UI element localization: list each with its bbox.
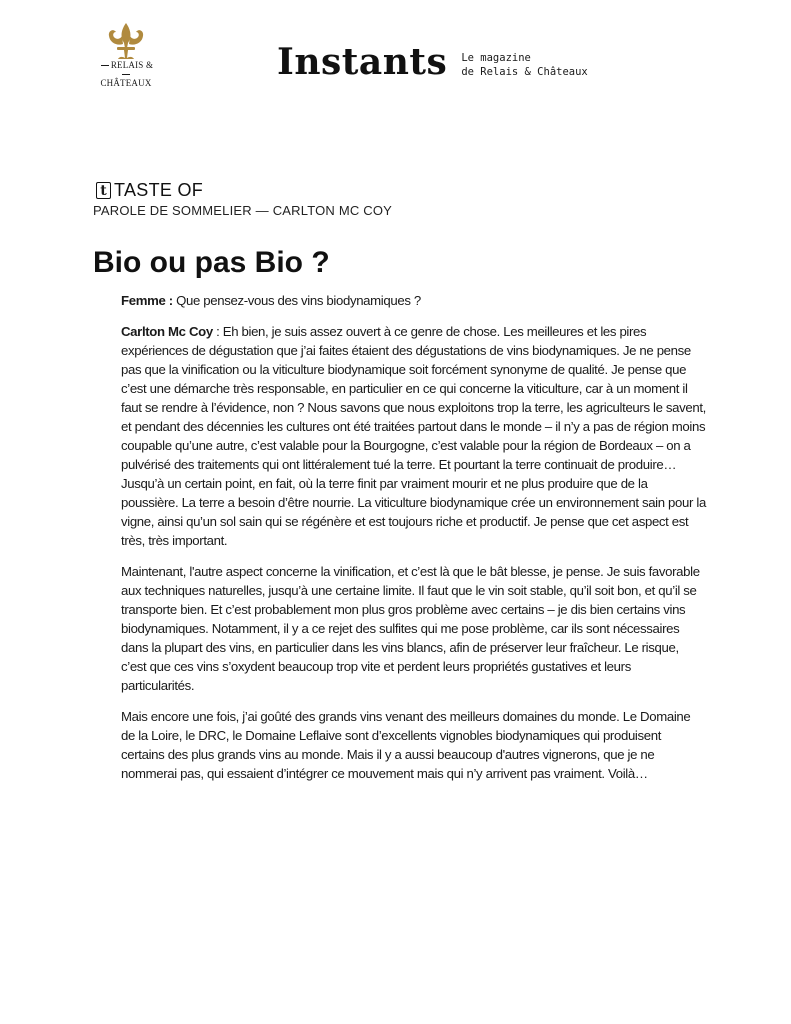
- answer-paragraph: [121, 322, 706, 550]
- article-body: [121, 291, 706, 795]
- logo-line2: CHÂTEAUX: [100, 78, 152, 88]
- section-title: TASTE OF: [114, 180, 204, 200]
- section-header: [93, 180, 392, 218]
- fleur-de-lis-icon: [104, 22, 148, 60]
- relais-chateaux-logo: [94, 22, 158, 88]
- masthead-subtitle-line1: Le magazine: [461, 52, 531, 64]
- logo-rule-right: [122, 74, 130, 75]
- masthead-title: Instants: [277, 41, 448, 83]
- logo-rule-left: [101, 65, 109, 66]
- answer-text: : Eh bien, je suis assez ouvert à ce genre de chose. Les meilleures et les pires expériences de dégustation que j’ai faites étaient des dégustations de vins biodynamiques. Je ne pense pas que la vinification ou la viticulture biodynamique soit forcément synonyme de qualité. Je pense que c’est une démarche très responsable, en particulier en ce qui concerne la viticulture, car à un moment il faut se rendre à l’évidence, non ? Nous savons que nous exploitons trop la terre, les agriculteurs le savent, et pendant des décennies les cultures ont été traitées partout dans le monde – il n’y a pas de région moins coupable qu’une autre, c’est valable pour la Bourgogne, c’est valable pour la région de Bordeaux – on a pulvérisé des traitements qui ont littéralement tué la terre. Et pourtant la terre continuait de produire… Jusqu’à un certain point, en fait, où la terre finit par vraiment mourir et ne plus produire que de la poussière. La terre a besoin d’être nourrie. La viticulture biodynamique crée un environnement sain pour la vigne, ainsi qu’un sol sain qui se régénère et est toujours riche et productif. Je pense que cet aspect est très, très important.: [121, 324, 706, 548]
- answer-speaker: Carlton Mc Coy: [121, 324, 213, 339]
- question-text: Que pensez-vous des vins biodynamiques ?: [172, 293, 421, 308]
- section-title-row: [93, 180, 392, 201]
- paragraph-2: Maintenant, l'autre aspect concerne la vinification, et c’est là que le bât blesse, je pense. Je suis favorable aux techniques naturelles, jusqu’à une certaine limite. Il faut que le vin soit stable, qu’il soit bon, et qu’il se transporte bien. Et c’est probablement mon plus gros problème avec certains – je dis bien certains vins biodynamiques. Notamment, il y a ce rejet des sulfites qui me pose problème, car ils sont nécessaires dans la plupart des vins, en particulier dans les vins blancs, afin de préserver leur fraîcheur. Le risque, c’est que ces vins s’oxydent beaucoup trop vite et perdent leurs propriétés gustatives et leurs particularités.: [121, 564, 700, 693]
- taste-of-badge-icon: t: [96, 182, 111, 199]
- article-headline: Bio ou pas Bio ?: [93, 246, 330, 279]
- logo-wordmark: [94, 61, 158, 88]
- masthead: [277, 40, 588, 84]
- question-paragraph: [121, 291, 706, 310]
- paragraph-3: Mais encore une fois, j’ai goûté des grands vins venant des meilleurs domaines du monde. Le Domaine de la Loire, le DRC, le Domaine Leflaive sont d’excellents vignobles biodynamiques qui produisent certains des plus grands vins au monde. Mais il y a aussi beaucoup d'autres vignerons, que je ne nommerai pas, qui essaient d’intégrer ce mouvement mais qui n’y arrivent pas vraiment. Voilà…: [121, 709, 691, 781]
- masthead-subtitle: [461, 45, 587, 79]
- question-speaker: Femme :: [121, 293, 173, 308]
- section-subtitle: PAROLE DE SOMMELIER — CARLTON MC COY: [93, 203, 393, 218]
- logo-line1: RELAIS &: [110, 60, 154, 70]
- masthead-subtitle-line2: de Relais & Châteaux: [461, 66, 588, 78]
